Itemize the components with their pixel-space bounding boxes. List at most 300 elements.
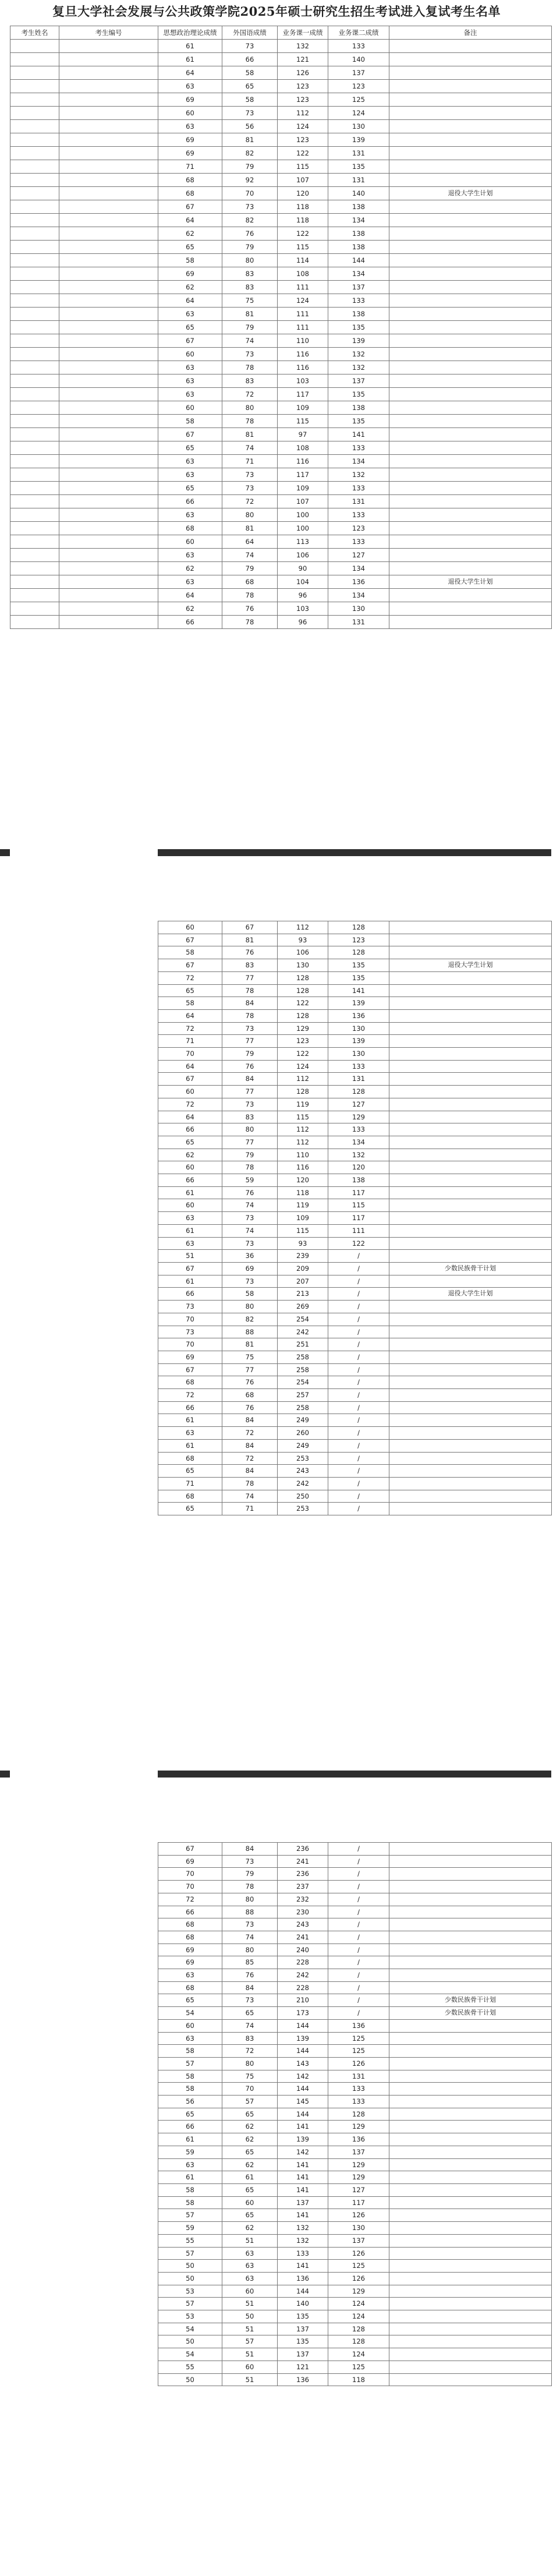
subject-2-score: 135 bbox=[328, 388, 389, 401]
subject-1-score: 100 bbox=[278, 508, 328, 522]
remarks bbox=[389, 1073, 552, 1086]
candidate-exam-id bbox=[59, 93, 158, 107]
foreign-language-score: 79 bbox=[222, 321, 278, 334]
foreign-language-score: 79 bbox=[222, 1048, 278, 1061]
table-row bbox=[158, 1022, 552, 1035]
remarks bbox=[389, 2361, 552, 2373]
politics-score: 69 bbox=[158, 147, 222, 160]
subject-2-score: / bbox=[328, 1994, 389, 2007]
remarks: 少数民族骨干计划 bbox=[389, 1994, 552, 2007]
foreign-language-score: 57 bbox=[222, 2096, 278, 2108]
table-row bbox=[158, 1956, 552, 1969]
table-row bbox=[158, 934, 552, 946]
subject-2-score: 124 bbox=[328, 2298, 389, 2310]
subject-1-score: 123 bbox=[278, 1035, 328, 1048]
remarks bbox=[389, 334, 552, 348]
candidate-name bbox=[10, 575, 59, 589]
remarks bbox=[389, 2121, 552, 2133]
table-row bbox=[158, 1401, 552, 1414]
foreign-language-score: 65 bbox=[222, 2209, 278, 2222]
table-row bbox=[10, 40, 552, 53]
subject-1-score: 97 bbox=[278, 428, 328, 441]
politics-score: 62 bbox=[158, 227, 222, 241]
subject-1-score: 241 bbox=[278, 1855, 328, 1868]
foreign-language-score: 76 bbox=[222, 1186, 278, 1199]
remarks bbox=[389, 254, 552, 267]
candidate-exam-id bbox=[59, 535, 158, 549]
subject-2-score: / bbox=[328, 1301, 389, 1313]
subject-2-score: 134 bbox=[328, 455, 389, 468]
candidate-exam-id bbox=[59, 66, 158, 80]
politics-score: 67 bbox=[158, 200, 222, 214]
subject-1-score: 132 bbox=[278, 2234, 328, 2247]
politics-score: 72 bbox=[158, 1022, 222, 1035]
subject-2-score: 133 bbox=[328, 2096, 389, 2108]
table-row bbox=[10, 334, 552, 348]
politics-score: 61 bbox=[158, 1439, 222, 1452]
foreign-language-score: 69 bbox=[222, 1262, 278, 1275]
table-row bbox=[158, 2108, 552, 2121]
subject-1-score: 249 bbox=[278, 1414, 328, 1427]
subject-2-score: 122 bbox=[328, 1237, 389, 1250]
candidate-exam-id bbox=[59, 120, 158, 133]
foreign-language-score: 78 bbox=[222, 984, 278, 997]
foreign-language-score: 58 bbox=[222, 1288, 278, 1301]
foreign-language-score: 51 bbox=[222, 2323, 278, 2335]
table-row bbox=[10, 401, 552, 415]
subject-2-score: 141 bbox=[328, 428, 389, 441]
foreign-language-score: 36 bbox=[222, 1250, 278, 1263]
foreign-language-score: 80 bbox=[222, 401, 278, 415]
subject-1-score: 232 bbox=[278, 1893, 328, 1906]
subject-1-score: 111 bbox=[278, 321, 328, 334]
politics-score: 72 bbox=[158, 1893, 222, 1906]
subject-1-score: 96 bbox=[278, 589, 328, 602]
subject-2-score: / bbox=[328, 1439, 389, 1452]
table-row bbox=[158, 1288, 552, 1301]
subject-1-score: 129 bbox=[278, 1022, 328, 1035]
table-row bbox=[158, 1136, 552, 1149]
remarks bbox=[389, 616, 552, 629]
remarks bbox=[389, 2133, 552, 2146]
remarks bbox=[389, 1956, 552, 1969]
politics-score: 50 bbox=[158, 2272, 222, 2285]
subject-1-score: 141 bbox=[278, 2121, 328, 2133]
remarks bbox=[389, 2373, 552, 2386]
foreign-language-score: 78 bbox=[222, 1477, 278, 1490]
subject-2-score: 133 bbox=[328, 441, 389, 455]
remarks bbox=[389, 308, 552, 321]
foreign-language-score: 58 bbox=[222, 93, 278, 107]
candidate-exam-id bbox=[59, 254, 158, 267]
remarks bbox=[389, 1313, 552, 1326]
table-row bbox=[10, 254, 552, 267]
table-row bbox=[10, 575, 552, 589]
foreign-language-score: 84 bbox=[222, 1465, 278, 1478]
foreign-language-score: 80 bbox=[222, 2057, 278, 2070]
foreign-language-score: 76 bbox=[222, 1060, 278, 1073]
remarks bbox=[389, 1918, 552, 1931]
remarks: 退役大学生计划 bbox=[389, 575, 552, 589]
table-row bbox=[10, 616, 552, 629]
table-row bbox=[158, 2234, 552, 2247]
subject-1-score: 242 bbox=[278, 1326, 328, 1338]
remarks bbox=[389, 1855, 552, 1868]
politics-score: 73 bbox=[158, 1301, 222, 1313]
table-row bbox=[158, 2335, 552, 2348]
politics-score: 72 bbox=[158, 971, 222, 984]
politics-score: 67 bbox=[158, 1843, 222, 1856]
table-row bbox=[158, 1326, 552, 1338]
subject-2-score: 115 bbox=[328, 1199, 389, 1212]
table-row bbox=[158, 2272, 552, 2285]
subject-1-score: 132 bbox=[278, 40, 328, 53]
header-subject-1: 业务课一成绩 bbox=[278, 26, 328, 40]
foreign-language-score: 84 bbox=[222, 1981, 278, 1994]
table-row bbox=[10, 107, 552, 120]
subject-2-score: 132 bbox=[328, 361, 389, 374]
candidate-exam-id bbox=[59, 160, 158, 174]
foreign-language-score: 74 bbox=[222, 441, 278, 455]
politics-score: 65 bbox=[158, 1136, 222, 1149]
candidate-exam-id bbox=[59, 495, 158, 508]
politics-score: 61 bbox=[158, 1414, 222, 1427]
subject-2-score: / bbox=[328, 1288, 389, 1301]
subject-2-score: 130 bbox=[328, 2222, 389, 2235]
subject-1-score: 122 bbox=[278, 1048, 328, 1061]
candidate-exam-id bbox=[59, 107, 158, 120]
politics-score: 51 bbox=[158, 1250, 222, 1263]
politics-score: 54 bbox=[158, 2007, 222, 2020]
candidate-exam-id bbox=[59, 562, 158, 575]
subject-1-score: 140 bbox=[278, 2298, 328, 2310]
politics-score: 73 bbox=[158, 1326, 222, 1338]
remarks bbox=[389, 2083, 552, 2096]
foreign-language-score: 81 bbox=[222, 1338, 278, 1351]
subject-1-score: 241 bbox=[278, 1931, 328, 1944]
remarks bbox=[389, 2335, 552, 2348]
subject-2-score: 130 bbox=[328, 1048, 389, 1061]
table-row bbox=[158, 1969, 552, 1982]
remarks bbox=[389, 227, 552, 241]
candidate-exam-id bbox=[59, 575, 158, 589]
foreign-language-score: 65 bbox=[222, 2146, 278, 2158]
politics-score: 57 bbox=[158, 2247, 222, 2260]
politics-score: 53 bbox=[158, 2285, 222, 2298]
subject-2-score: / bbox=[328, 1250, 389, 1263]
subject-2-score: / bbox=[328, 1401, 389, 1414]
foreign-language-score: 80 bbox=[222, 1301, 278, 1313]
subject-2-score: 111 bbox=[328, 1224, 389, 1237]
foreign-language-score: 88 bbox=[222, 1326, 278, 1338]
foreign-language-score: 77 bbox=[222, 1136, 278, 1149]
table-row bbox=[158, 1250, 552, 1263]
candidate-exam-id bbox=[59, 415, 158, 428]
politics-score: 62 bbox=[158, 1149, 222, 1161]
table-row bbox=[10, 388, 552, 401]
table-row bbox=[158, 1035, 552, 1048]
table-row bbox=[158, 1212, 552, 1225]
remarks bbox=[389, 1931, 552, 1944]
table-row bbox=[158, 2171, 552, 2184]
subject-2-score: / bbox=[328, 1275, 389, 1288]
header-subject-2: 业务课二成绩 bbox=[328, 26, 389, 40]
remarks bbox=[389, 1123, 552, 1136]
remarks bbox=[389, 80, 552, 93]
subject-1-score: 213 bbox=[278, 1288, 328, 1301]
subject-1-score: 112 bbox=[278, 1073, 328, 1086]
candidate-name bbox=[10, 535, 59, 549]
candidate-name bbox=[10, 441, 59, 455]
table-row bbox=[158, 1363, 552, 1376]
politics-score: 67 bbox=[158, 1262, 222, 1275]
foreign-language-score: 74 bbox=[222, 334, 278, 348]
subject-1-score: 132 bbox=[278, 2222, 328, 2235]
subject-1-score: 122 bbox=[278, 227, 328, 241]
subject-2-score: 140 bbox=[328, 53, 389, 66]
subject-1-score: 114 bbox=[278, 254, 328, 267]
table-row bbox=[10, 241, 552, 254]
foreign-language-score: 51 bbox=[222, 2348, 278, 2361]
subject-2-score: / bbox=[328, 1893, 389, 1906]
politics-score: 65 bbox=[158, 984, 222, 997]
header-name: 考生姓名 bbox=[10, 26, 59, 40]
subject-2-score: 133 bbox=[328, 294, 389, 308]
remarks bbox=[389, 2183, 552, 2196]
remarks bbox=[389, 321, 552, 334]
foreign-language-score: 60 bbox=[222, 2285, 278, 2298]
remarks bbox=[389, 2348, 552, 2361]
subject-2-score: 125 bbox=[328, 2045, 389, 2058]
foreign-language-score: 80 bbox=[222, 254, 278, 267]
table-row bbox=[158, 1893, 552, 1906]
table-row bbox=[158, 1301, 552, 1313]
foreign-language-score: 67 bbox=[222, 921, 278, 934]
remarks bbox=[389, 1981, 552, 1994]
remarks bbox=[389, 997, 552, 1010]
candidate-name bbox=[10, 428, 59, 441]
foreign-language-score: 74 bbox=[222, 1931, 278, 1944]
politics-score: 63 bbox=[158, 2158, 222, 2171]
subject-2-score: 133 bbox=[328, 1060, 389, 1073]
subject-2-score: 133 bbox=[328, 40, 389, 53]
subject-1-score: 121 bbox=[278, 2361, 328, 2373]
table-row bbox=[158, 1237, 552, 1250]
remarks bbox=[389, 374, 552, 388]
subject-1-score: 128 bbox=[278, 1086, 328, 1098]
politics-score: 54 bbox=[158, 2323, 222, 2335]
politics-score: 58 bbox=[158, 946, 222, 959]
remarks bbox=[389, 1174, 552, 1187]
subject-1-score: 116 bbox=[278, 455, 328, 468]
foreign-language-score: 81 bbox=[222, 428, 278, 441]
candidate-name bbox=[10, 522, 59, 535]
subject-1-score: 106 bbox=[278, 946, 328, 959]
subject-1-score: 210 bbox=[278, 1994, 328, 2007]
remarks: 少数民族骨干计划 bbox=[389, 1262, 552, 1275]
subject-1-score: 109 bbox=[278, 482, 328, 495]
politics-score: 62 bbox=[158, 562, 222, 575]
remarks bbox=[389, 1401, 552, 1414]
subject-2-score: 131 bbox=[328, 616, 389, 629]
foreign-language-score: 60 bbox=[222, 2196, 278, 2209]
remarks bbox=[389, 1086, 552, 1098]
candidate-exam-id bbox=[59, 321, 158, 334]
remarks bbox=[389, 1301, 552, 1313]
remarks bbox=[389, 468, 552, 482]
foreign-language-score: 79 bbox=[222, 160, 278, 174]
table-row bbox=[10, 227, 552, 241]
table-row bbox=[158, 2361, 552, 2373]
foreign-language-score: 50 bbox=[222, 2310, 278, 2323]
foreign-language-score: 65 bbox=[222, 2007, 278, 2020]
subject-2-score: / bbox=[328, 1363, 389, 1376]
remarks bbox=[389, 2222, 552, 2235]
subject-2-score: 139 bbox=[328, 334, 389, 348]
politics-score: 68 bbox=[158, 1490, 222, 1503]
subject-2-score: 125 bbox=[328, 93, 389, 107]
candidate-exam-id bbox=[59, 308, 158, 321]
politics-score: 57 bbox=[158, 2209, 222, 2222]
table-row bbox=[158, 1199, 552, 1212]
politics-score: 69 bbox=[158, 267, 222, 281]
foreign-language-score: 78 bbox=[222, 616, 278, 629]
remarks bbox=[389, 174, 552, 187]
table-row bbox=[158, 1843, 552, 1856]
candidate-name bbox=[10, 147, 59, 160]
subject-2-score: 135 bbox=[328, 415, 389, 428]
remarks bbox=[389, 281, 552, 294]
header-foreign-language: 外国语成绩 bbox=[222, 26, 278, 40]
subject-2-score: / bbox=[328, 1414, 389, 1427]
candidate-exam-id bbox=[59, 174, 158, 187]
foreign-language-score: 78 bbox=[222, 1009, 278, 1022]
foreign-language-score: 76 bbox=[222, 1969, 278, 1982]
foreign-language-score: 76 bbox=[222, 1376, 278, 1389]
foreign-language-score: 72 bbox=[222, 1452, 278, 1465]
candidate-exam-id bbox=[59, 441, 158, 455]
table-row bbox=[10, 133, 552, 147]
candidate-name bbox=[10, 241, 59, 254]
table-row bbox=[10, 80, 552, 93]
foreign-language-score: 70 bbox=[222, 2083, 278, 2096]
subject-2-score: 134 bbox=[328, 562, 389, 575]
table-row bbox=[158, 1465, 552, 1478]
foreign-language-score: 72 bbox=[222, 1427, 278, 1440]
table-row bbox=[10, 348, 552, 361]
subject-2-score: 137 bbox=[328, 374, 389, 388]
subject-1-score: 242 bbox=[278, 1477, 328, 1490]
subject-1-score: 110 bbox=[278, 1149, 328, 1161]
subject-2-score: 131 bbox=[328, 174, 389, 187]
remarks bbox=[389, 2032, 552, 2045]
remarks bbox=[389, 2298, 552, 2310]
remarks bbox=[389, 2234, 552, 2247]
remarks bbox=[389, 2323, 552, 2335]
subject-2-score: 120 bbox=[328, 1161, 389, 1174]
politics-score: 70 bbox=[158, 1868, 222, 1881]
subject-2-score: 134 bbox=[328, 214, 389, 227]
remarks bbox=[389, 66, 552, 80]
remarks bbox=[389, 1868, 552, 1881]
page-break-bar-left bbox=[0, 1771, 10, 1778]
remarks bbox=[389, 2057, 552, 2070]
politics-score: 68 bbox=[158, 1981, 222, 1994]
table-row bbox=[158, 2070, 552, 2083]
politics-score: 63 bbox=[158, 575, 222, 589]
remarks bbox=[389, 401, 552, 415]
table-row bbox=[158, 1994, 552, 2007]
subject-1-score: 112 bbox=[278, 1136, 328, 1149]
politics-score: 64 bbox=[158, 1009, 222, 1022]
politics-score: 71 bbox=[158, 1477, 222, 1490]
foreign-language-score: 73 bbox=[222, 200, 278, 214]
candidate-name bbox=[10, 495, 59, 508]
table-row bbox=[158, 1224, 552, 1237]
subject-1-score: 117 bbox=[278, 388, 328, 401]
table-row bbox=[158, 1414, 552, 1427]
subject-1-score: 93 bbox=[278, 934, 328, 946]
subject-1-score: 139 bbox=[278, 2133, 328, 2146]
foreign-language-score: 79 bbox=[222, 1149, 278, 1161]
remarks bbox=[389, 294, 552, 308]
subject-1-score: 124 bbox=[278, 294, 328, 308]
politics-score: 63 bbox=[158, 549, 222, 562]
politics-score: 64 bbox=[158, 294, 222, 308]
remarks bbox=[389, 2045, 552, 2058]
remarks bbox=[389, 53, 552, 66]
table-row bbox=[158, 2096, 552, 2108]
subject-2-score: / bbox=[328, 1389, 389, 1402]
table-row bbox=[158, 2196, 552, 2209]
table-row bbox=[10, 200, 552, 214]
foreign-language-score: 63 bbox=[222, 2272, 278, 2285]
subject-1-score: 144 bbox=[278, 2285, 328, 2298]
table-row bbox=[10, 294, 552, 308]
remarks bbox=[389, 241, 552, 254]
subject-2-score: 123 bbox=[328, 80, 389, 93]
candidate-exam-id bbox=[59, 388, 158, 401]
subject-2-score: 128 bbox=[328, 2108, 389, 2121]
subject-2-score: / bbox=[328, 1338, 389, 1351]
subject-2-score: / bbox=[328, 1918, 389, 1931]
subject-1-score: 115 bbox=[278, 415, 328, 428]
table-row bbox=[10, 455, 552, 468]
candidate-exam-id bbox=[59, 348, 158, 361]
page-break-bar-left bbox=[0, 849, 10, 856]
table-row bbox=[10, 482, 552, 495]
table-row bbox=[158, 1098, 552, 1111]
subject-2-score: 127 bbox=[328, 1098, 389, 1111]
table-row bbox=[158, 1477, 552, 1490]
remarks bbox=[389, 1326, 552, 1338]
table-row bbox=[158, 2057, 552, 2070]
table-row bbox=[158, 984, 552, 997]
score-table-page-1 bbox=[10, 26, 552, 629]
politics-score: 65 bbox=[158, 241, 222, 254]
page-break-bar-right bbox=[158, 849, 551, 856]
subject-2-score: 134 bbox=[328, 1136, 389, 1149]
subject-2-score: 134 bbox=[328, 589, 389, 602]
politics-score: 63 bbox=[158, 468, 222, 482]
politics-score: 67 bbox=[158, 934, 222, 946]
subject-2-score: 128 bbox=[328, 1086, 389, 1098]
politics-score: 69 bbox=[158, 133, 222, 147]
foreign-language-score: 68 bbox=[222, 1389, 278, 1402]
candidate-name bbox=[10, 549, 59, 562]
politics-score: 72 bbox=[158, 1098, 222, 1111]
candidate-name bbox=[10, 348, 59, 361]
